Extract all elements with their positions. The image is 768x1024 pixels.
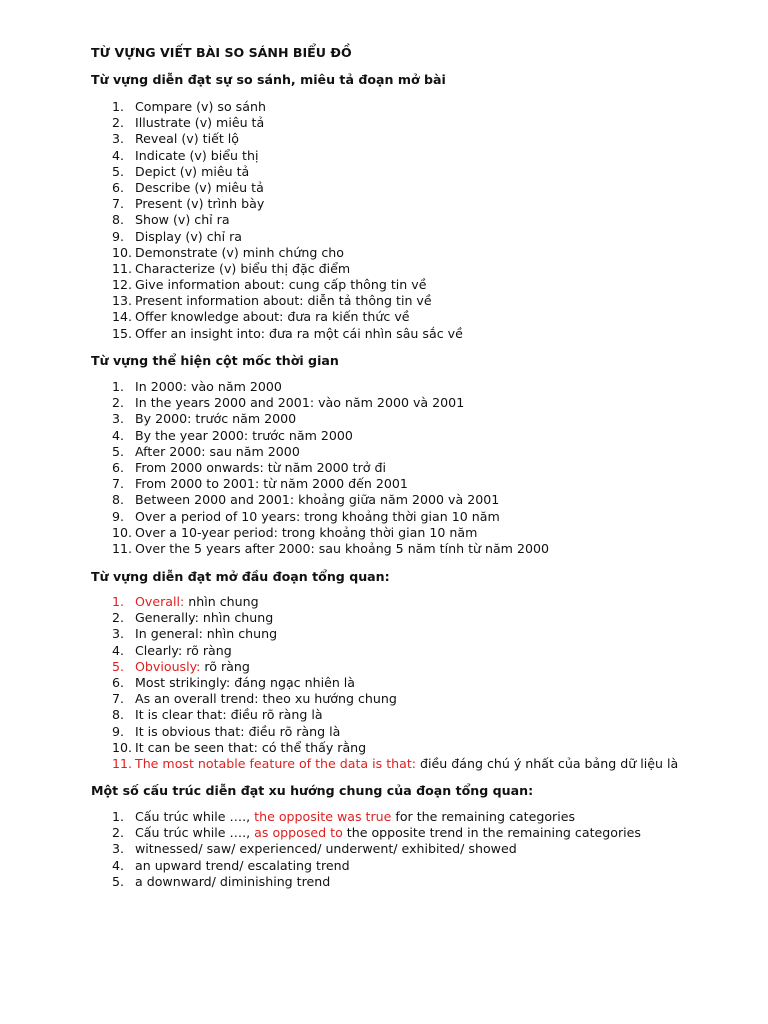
item-text: In general: nhìn chung (135, 626, 278, 642)
section-heading: Một số cấu trúc diễn đạt xu hướng chung của đoạn tổng quan: (91, 783, 534, 798)
list-number: 6. (112, 459, 125, 475)
item-text: Give information about: cung cấp thông tin về (135, 277, 427, 293)
item-text: Depict (v) miêu tả (135, 163, 250, 179)
item-text: Compare (v) so sánh (135, 99, 266, 114)
list-item (91, 99, 463, 115)
list-number: 9. (112, 508, 125, 524)
list-number: 2. (112, 825, 125, 841)
list-number: 2. (112, 395, 125, 411)
list-item (91, 541, 549, 557)
list-item (91, 131, 463, 147)
list-item (91, 261, 463, 277)
list-item (91, 180, 463, 196)
item-text: It is obvious that: điều rõ ràng là (135, 723, 341, 739)
list-number: 9. (112, 228, 125, 244)
list-number: 5. (112, 873, 125, 889)
list-item (91, 460, 549, 476)
list-item (91, 164, 463, 180)
highlighted-phrase: as opposed to (254, 825, 343, 841)
list-item (91, 643, 678, 659)
list-number: 6. (112, 674, 125, 690)
item-text: Indicate (v) biểu thị (135, 147, 259, 163)
list-item (91, 740, 678, 756)
list-number: 8. (112, 707, 125, 723)
item-text: Generally: nhìn chung (135, 610, 274, 626)
item-text: Present (v) trình bày (135, 196, 265, 212)
list-number: 13. (112, 293, 133, 309)
item-text: an upward trend/ escalating trend (135, 857, 350, 873)
section-heading: Từ vựng thể hiện cột mốc thời gian (91, 353, 339, 368)
list-item (91, 707, 678, 723)
item-text: Offer an insight into: đưa ra một cái nhìn sâu sắc về (135, 325, 463, 341)
list-number: 6. (112, 179, 125, 195)
list-item (91, 525, 549, 541)
item-text: nhìn chung (184, 594, 259, 609)
item-text: witnessed/ saw/ experienced/ underwent/ exhibited/ showed (135, 841, 517, 857)
item-text: It can be seen that: có thể thấy rằng (135, 739, 367, 755)
item-text: Present information about: diễn tả thông tin về (135, 293, 432, 309)
item-text: Display (v) chỉ ra (135, 228, 243, 244)
list-number: 1. (112, 594, 125, 609)
item-text: Describe (v) miêu tả (135, 179, 264, 195)
list-item (91, 626, 678, 642)
list-number: 11. (112, 755, 133, 771)
list-item (91, 326, 463, 342)
item-text: điều đáng chú ý nhất của bảng dữ liệu là (416, 755, 679, 771)
item-text: In 2000: vào năm 2000 (135, 379, 282, 394)
item-text: Demonstrate (v) minh chứng cho (135, 244, 344, 260)
vocabulary-list (91, 99, 463, 342)
list-item (91, 309, 463, 325)
item-text: Offer knowledge about: đưa ra kiến thức về (135, 309, 410, 325)
item-text: rõ ràng (200, 658, 250, 674)
list-number: 1. (112, 379, 125, 394)
list-number: 2. (112, 115, 125, 131)
list-item (91, 444, 549, 460)
list-item (91, 148, 463, 164)
item-text: Over a period of 10 years: trong khoảng thời gian 10 năm (135, 508, 500, 524)
list-number: 5. (112, 443, 125, 459)
list-number: 7. (112, 691, 125, 707)
highlighted-phrase: the opposite was true (254, 809, 392, 824)
item-text: a downward/ diminishing trend (135, 873, 331, 889)
list-item (91, 395, 549, 411)
list-number: 9. (112, 723, 125, 739)
list-item (91, 874, 641, 890)
vocabulary-list (91, 594, 678, 772)
list-item (91, 825, 641, 841)
highlighted-phrase: Obviously: (135, 658, 201, 674)
item-text: In the years 2000 and 2001: vào năm 2000 và 2001 (135, 395, 465, 411)
item-text: Illustrate (v) miêu tả (135, 115, 265, 131)
list-number: 10. (112, 524, 133, 540)
list-number: 3. (112, 626, 125, 642)
list-item (91, 245, 463, 261)
list-item (91, 196, 463, 212)
item-text: Reveal (v) tiết lộ (135, 131, 239, 147)
list-item (91, 115, 463, 131)
list-number: 4. (112, 427, 125, 443)
list-item (91, 492, 549, 508)
list-number: 15. (112, 325, 133, 341)
list-number: 1. (112, 99, 125, 114)
item-text: for the remaining categories (391, 809, 576, 824)
document-title: TỪ VỰNG VIẾT BÀI SO SÁNH BIỂU ĐỒ (91, 45, 352, 60)
list-item (91, 229, 463, 245)
list-number: 12. (112, 277, 133, 293)
list-number: 10. (112, 244, 133, 260)
item-text: Characterize (v) biểu thị đặc điểm (135, 260, 351, 276)
item-text: Between 2000 and 2001: khoảng giữa năm 2000 và 2001 (135, 492, 500, 508)
highlighted-phrase: Overall: (135, 594, 185, 609)
list-number: 10. (112, 739, 133, 755)
list-item (91, 509, 549, 525)
item-text: Over a 10-year period: trong khoảng thời gian 10 năm (135, 524, 478, 540)
list-item (91, 293, 463, 309)
list-number: 11. (112, 260, 133, 276)
item-text: Over the 5 years after 2000: sau khoảng 5 năm tính từ năm 2000 (135, 540, 550, 556)
list-number: 3. (112, 411, 125, 427)
list-item (91, 659, 678, 675)
list-item (91, 476, 549, 492)
item-text: Clearly: rõ ràng (135, 642, 232, 658)
list-number: 7. (112, 196, 125, 212)
item-text: Show (v) chỉ ra (135, 212, 230, 228)
highlighted-phrase: The most notable feature of the data is that: (135, 755, 417, 771)
list-number: 2. (112, 610, 125, 626)
list-number: 4. (112, 857, 125, 873)
list-number: 4. (112, 642, 125, 658)
list-number: 1. (112, 809, 125, 824)
list-number: 5. (112, 658, 125, 674)
vocabulary-list (91, 809, 641, 890)
item-text: From 2000 to 2001: từ năm 2000 đến 2001 (135, 476, 408, 492)
list-item (91, 675, 678, 691)
list-item (91, 610, 678, 626)
list-item (91, 691, 678, 707)
list-item (91, 277, 463, 293)
list-number: 4. (112, 147, 125, 163)
item-text: As an overall trend: theo xu hướng chung (135, 691, 397, 707)
item-text: After 2000: sau năm 2000 (135, 443, 300, 459)
list-number: 14. (112, 309, 133, 325)
list-number: 5. (112, 163, 125, 179)
item-text: By the year 2000: trước năm 2000 (135, 427, 353, 443)
list-number: 3. (112, 131, 125, 147)
item-text: By 2000: trước năm 2000 (135, 411, 297, 427)
item-text: Most strikingly: đáng ngạc nhiên là (135, 674, 356, 690)
list-item (91, 756, 678, 772)
list-item (91, 724, 678, 740)
item-text: It is clear that: điều rõ ràng là (135, 707, 323, 723)
list-number: 8. (112, 212, 125, 228)
list-item (91, 428, 549, 444)
list-item (91, 379, 549, 395)
list-number: 11. (112, 540, 133, 556)
section-heading: Từ vựng diễn đạt sự so sánh, miêu tả đoạn mở bài (91, 72, 446, 87)
item-text: Cấu trúc while …., (135, 825, 255, 841)
list-number: 3. (112, 841, 125, 857)
list-item (91, 841, 641, 857)
item-text: Cấu trúc while …., (135, 809, 255, 824)
list-number: 8. (112, 492, 125, 508)
item-text: the opposite trend in the remaining categories (342, 825, 641, 841)
item-text: From 2000 onwards: từ năm 2000 trở đi (135, 459, 386, 475)
list-item (91, 411, 549, 427)
list-item (91, 212, 463, 228)
section-heading: Từ vựng diễn đạt mở đầu đoạn tổng quan: (91, 569, 390, 584)
list-item (91, 809, 641, 825)
list-item (91, 858, 641, 874)
list-item (91, 594, 678, 610)
list-number: 7. (112, 476, 125, 492)
vocabulary-list (91, 379, 549, 557)
